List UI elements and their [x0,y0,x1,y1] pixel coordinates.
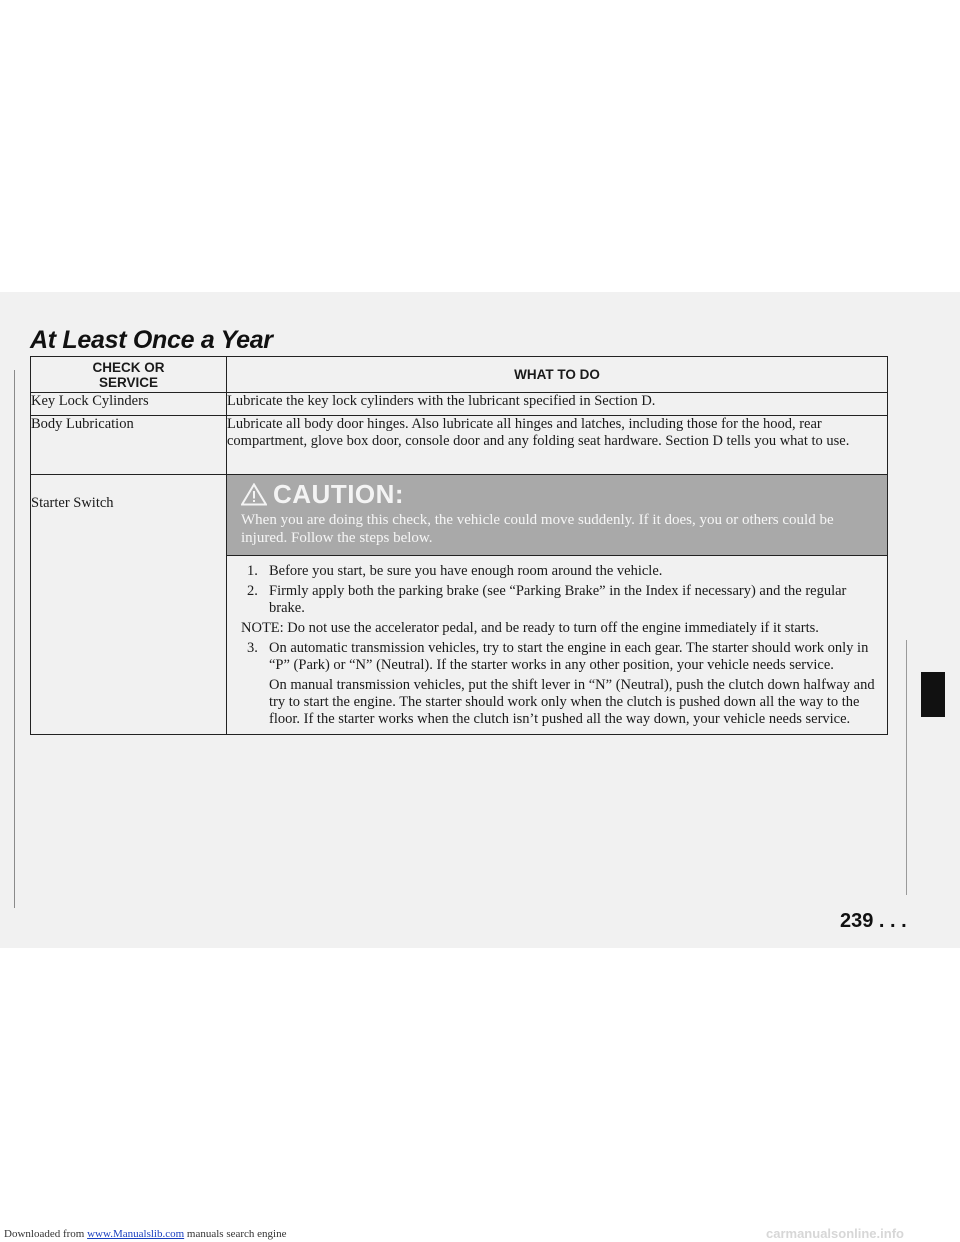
step-text: Firmly apply both the parking brake (see “Parking Brake” in the Index if necessary) and the regular brake. [269,583,847,616]
step-number: 2. [247,583,258,599]
list-item [241,583,875,617]
table-header-row [31,357,888,393]
table-row [31,393,888,416]
table-row [31,475,888,735]
starter-steps [227,556,887,734]
section-title: At Least Once a Year [30,326,273,354]
caution-heading [241,479,877,509]
starter-switch-label: Starter Switch [31,495,114,511]
todo-starter-switch [227,475,888,735]
item-body-lubrication: Body Lubrication [31,416,227,475]
manual-transmission-text: On manual transmission vehicles, put the shift lever in “N” (Neutral), push the clutch down halfway and try to start the engine. The starter should work only when the clutch is pushed down all the way to the floor. If the starter works when the clutch isn’t pushed all the way down, your vehicle needs service. [269,677,875,727]
footer-suffix: manuals search engine [184,1228,287,1240]
section-thumb-tab [921,672,945,717]
step-text: On automatic transmission vehicles, try to start the engine in each gear. The starter should work only in “P” (Park) or “N” (Neutral). If the starter works in any other position, your vehicle needs service. [269,640,869,673]
maintenance-table [30,356,888,735]
left-margin-rule [14,370,15,908]
header-check-label: CHECK OR SERVICE [92,359,165,390]
step-number: 1. [247,563,258,579]
page-number: 239 . . . [840,910,907,932]
warning-triangle-icon [241,483,267,506]
list-item [241,563,875,580]
manualslib-link[interactable]: www.Manualslib.com [87,1228,185,1240]
header-check-or-service [31,357,227,393]
download-footer [4,1228,286,1240]
note-text: NOTE: Do not use the accelerator pedal, and be ready to turn off the engine immediately if it starts. [241,620,819,636]
item-key-lock-cylinders: Key Lock Cylinders [31,393,227,416]
table-row [31,416,888,475]
header-what-to-do: WHAT TO DO [227,357,888,393]
step-text: Before you start, be sure you have enough room around the vehicle. [269,563,663,579]
footer-prefix: Downloaded from [4,1228,88,1240]
todo-body-lubrication: Lubricate all body door hinges. Also lubricate all hinges and latches, including those for the hood, rear compartment, glove box door, console door and any folding seat hardware. Section D tells you what to use. [227,416,888,475]
list-item [241,640,875,674]
caution-box [227,475,887,556]
item-starter-switch [31,475,227,735]
right-margin-rule [906,640,907,895]
todo-key-lock-cylinders: Lubricate the key lock cylinders with the lubricant specified in Section D. [227,393,888,416]
caution-label: CAUTION: [273,479,405,509]
caution-text: When you are doing this check, the vehicle could move suddenly. If it does, you or others could be injured. Follow the steps below. [241,512,834,546]
watermark: carmanualsonline.info [766,1226,904,1241]
step-number: 3. [247,640,258,656]
